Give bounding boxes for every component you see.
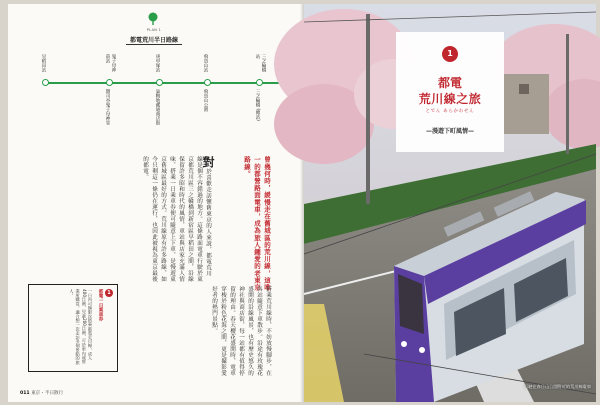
route-stop-top: 鬼子母神前站 [105,54,116,72]
title-line-2: 荒川線之旅 [418,92,482,106]
body-paragraph: 於喜歡走訪懷舊東京的人來說，都電荒川線是個不容錯過的地方。這條路面電車行駛於東京都荒川區三之輪橋到新宿區早稻田之間，沿線保留許多昭和時代的風情，車站與店家充滿人情味，搭乘一日乘車券便可隨意上下車，是慢遊東京舊城區最好的方式。荒川線原有許多路線，如今只剩這一條仍在運行，也因此被視為東京最後的都電。 [142,156,211,282]
plan-label: PLAN 1 [146,28,162,32]
route-stop-dot [42,79,49,86]
drop-cap: 對 [201,156,215,169]
tree-icon [146,12,160,26]
info-text: 一日內可無限次搭乘都電荒川線，成人400日圓，兒童200日圓，可於車內或營業所購買，適合想一次走訪多個景點的旅人。 [69,289,93,365]
section-name: 東京・半日散行 [31,391,64,396]
route-stop-dot [204,79,211,86]
right-page [304,4,596,402]
route-stop-top: 三之輪橋站 [255,54,266,72]
route-stop-bottom: 三之輪橋 (總站) [255,89,260,121]
title-card [396,32,504,152]
page-number: 011 [20,391,30,396]
folio [20,390,63,396]
info-badge: 1 [105,289,113,297]
photo-caption: 行駛在春日山公園附近的荒川線電車 [524,384,592,389]
left-page [8,4,304,402]
route-stop-dot [256,79,263,86]
route-stop-top: 庚申塚站 [155,54,160,72]
route-stop-dot [106,79,113,86]
route-stop-dot [156,79,163,86]
title-reading: とでん あらかわせん [425,109,475,114]
title-divider [126,44,182,45]
body-text-lower: 搭乘荒川線時，不妨放慢腳步，在各站隨意下車散步。沿途有玫瑰花盛開的沿線風景，也有歷史悠久的神社與商店街，每一站都有值得停留的理由。春天櫻花盛開時，電車穿梭於粉色花海之間，更是攝影愛好者的熱門景點。 [211,286,271,376]
route-stop-bottom: 巢鴨地藏通商店街 [155,89,160,125]
title-line-1: 都電 [437,76,462,90]
route-stop-top: 飛鳥山站 [203,54,208,72]
info-box [28,284,118,372]
info-title: 都電一日乘車券 [98,289,103,322]
route-stop-top: 早稻田站 [41,54,46,72]
lead-paragraph: 曾幾何時，緩慢走在舊城區的荒川線，這唯一的都營路面電車，成為旅人鍾愛的老東京路線。 [243,156,271,291]
title-subtitle: —漫遊下町風情— [425,128,474,135]
route-stop-bottom: 雜司谷鬼子母神堂 [105,89,110,125]
route-stop-bottom: 飛鳥山公園 [203,89,208,112]
body-text [30,156,215,282]
chapter-number: 1 [442,46,458,62]
plan-title: 都電荒川半日路線 [129,37,178,44]
